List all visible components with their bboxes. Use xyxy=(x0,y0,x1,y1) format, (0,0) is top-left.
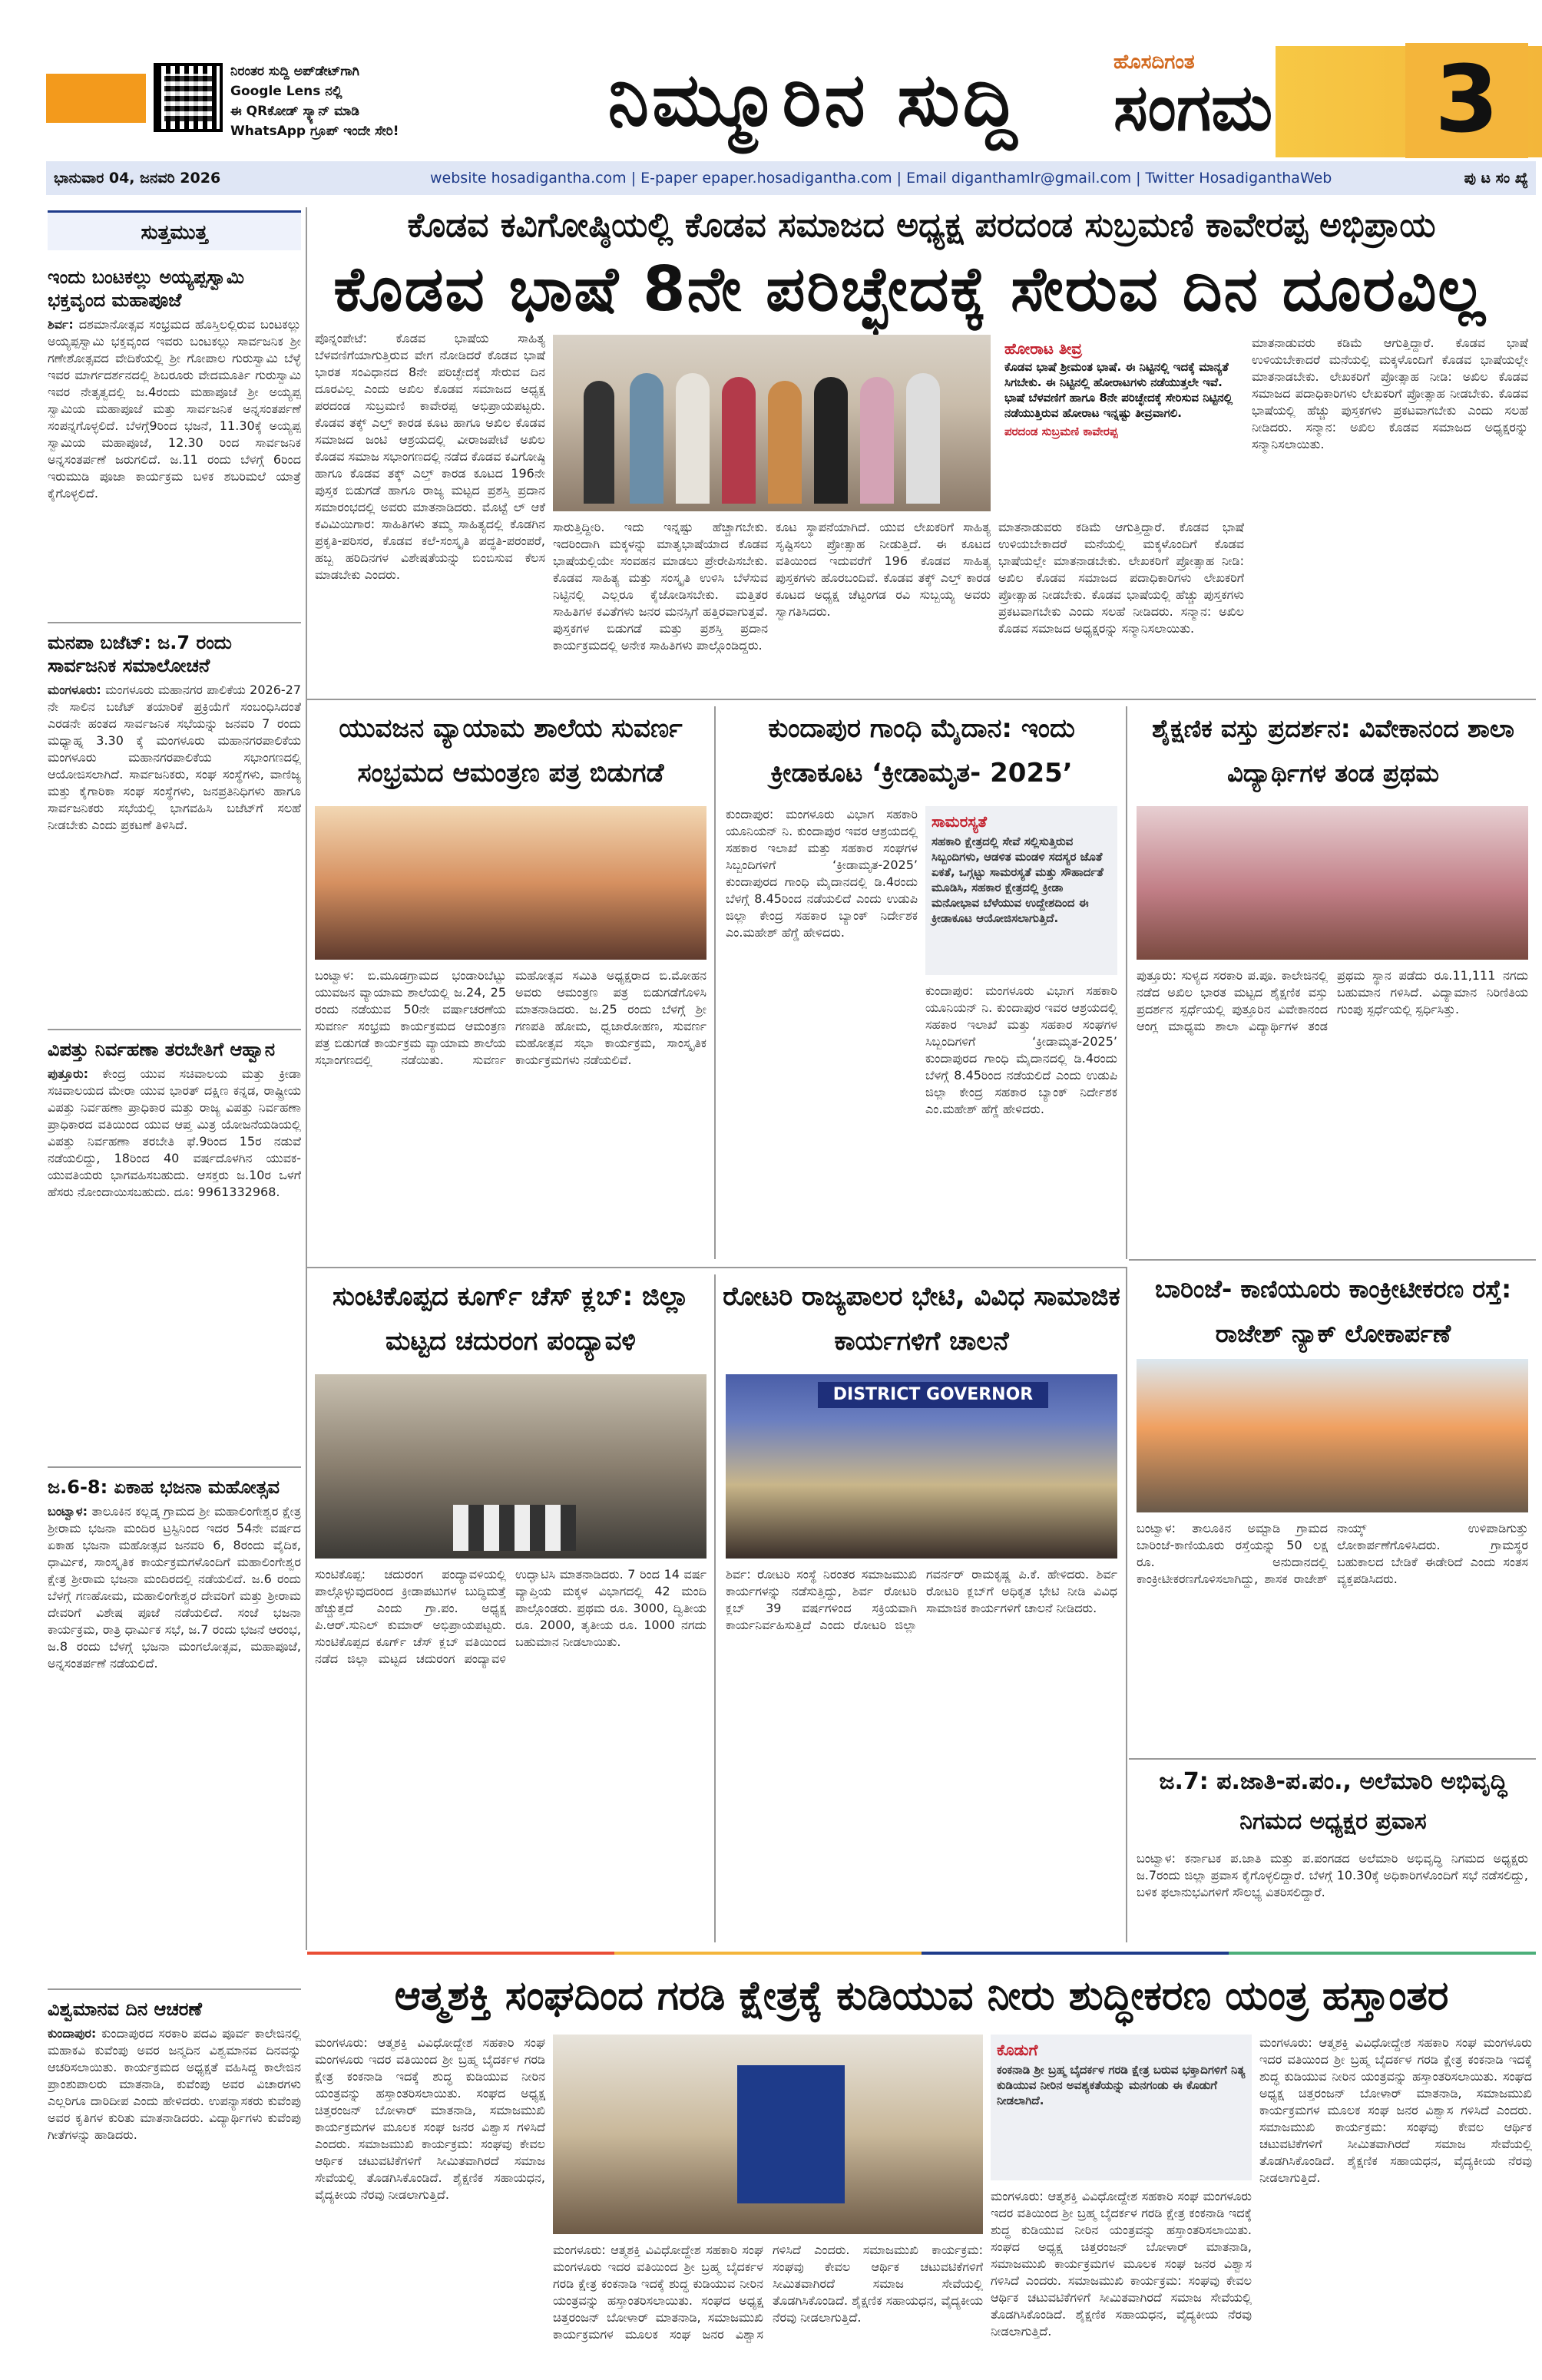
section-divider xyxy=(1129,1758,1536,1760)
story-text: ಶಿರ್ವ: ರೋಟರಿ ಸಂಸ್ಥೆ ನಿರಂತರ ಸಮಾಜಮುಖಿ ಕಾರ್ಯಗಳನ್ನು ನಡೆಸುತ್ತಿದ್ದು, ಶಿರ್ವ ರೋಟರಿ ಕ್ಲಬ್ 39 ವರ್ಷಗಳಿಂದ ಸಕ್ರಿಯವಾಗಿ ಕಾರ್ಯನಿರ್ವಹಿಸುತ್ತಿದೆ ಎಂದು ರೋಟರಿ ಜಿಲ್ಲಾ ಗವರ್ನರ್ ರಾಮಕೃಷ್ಣ ಪಿ.ಕೆ. ಹೇಳಿದರು. ಶಿರ್ವ ರೋಟರಿ ಕ್ಲಬ್‌ಗೆ ಅಧಿಕೃತ ಭೇಟಿ ನೀಡಿ ವಿವಿಧ ಸಾಮಾಜಿಕ ಕಾರ್ಯಗಳಿಗೆ ಚಾಲನೆ ನೀಡಿದರು. xyxy=(726,1567,1117,1632)
lead-kicker: ಕೊಡವ ಕವಿಗೋಷ್ಠಿಯಲ್ಲಿ ಕೊಡವ ಸಮಾಜದ ಅಧ್ಯಕ್ಷ ಪರದಂಡ ಸುಬ್ರಮಣಿ ಕಾವೇರಪ್ಪ ಅಭಿಪ್ರಾಯ xyxy=(407,206,1436,245)
photo-banner-text: DISTRICT GOVERNOR xyxy=(818,1382,1048,1408)
brief-title: ವಿಶ್ವಮಾನವ ದಿನ ಆಚರಣೆ xyxy=(48,1998,202,2020)
info-box-title: ಸಾಮರಸ್ಯತೆ xyxy=(931,812,988,831)
story-text: ಕುಂದಾಪುರ: ಮಂಗಳೂರು ವಿಭಾಗ ಸಹಕಾರಿ ಯೂನಿಯನ್ ನಿ. ಕುಂದಾಪುರ ಇವರ ಆಶ್ರಯದಲ್ಲಿ ಸಹಕಾರ ಇಲಾಖೆ ಮತ್ತು ಸಹಕಾರ ಸಂಘಗಳ ಸಿಬ್ಬಂದಿಗಳಿಗೆ ‘ಕ್ರೀಡಾಮೃತ-2025’ ಕುಂದಾಪುರದ ಗಾಂಧಿ ಮೈದಾನದಲ್ಲಿ ಡಿ.4ರಂದು ಬೆಳಗ್ಗೆ 8.45ರಿಂದ ನಡೆಯಲಿದೆ ಎಂದು ಉಡುಪಿ ಜಿಲ್ಲಾ ಕೇಂದ್ರ ಸಹಕಾರ ಬ್ಯಾಂಕ್ ನಿರ್ದೇಶಕ ಎಂ.ಮಹೇಶ್ ಹೆಗ್ಡೆ ಹೇಳಿದರು. xyxy=(726,807,918,940)
color-band xyxy=(1229,1952,1536,1955)
page-label: ಪು ಟ ಸಂ ಖ್ಯೆ xyxy=(1464,170,1528,187)
brief-item xyxy=(48,1466,301,1942)
brief-title: ಮನಪಾ ಬಜೆಟ್: ಜ.7 ರಂದು ಸಾರ್ವಜನಿಕ ಸಮಾಲೋಚನೆ xyxy=(48,632,232,676)
masthead-area xyxy=(0,0,1542,161)
brief-text: ಮಂಗಳೂರು ಮಹಾನಗರ ಪಾಲಿಕೆಯ 2026-27 ನೇ ಸಾಲಿನ ಬಜೆಟ್ ತಯಾರಿಕೆ ಪ್ರಕ್ರಿಯೆಗೆ ಸಂಬಂಧಿಸಿದಂತೆ ಎರಡನೇ ಹಂತದ ಸಾರ್ವಜನಿಕ ಸಭೆಯನ್ನು ಜನವರಿ 7 ರಂದು ಮಧ್ಯಾಹ್ನ 3.30 ಕ್ಕೆ ಮಂಗಳೂರು ಮಹಾನಗರಪಾಲಿಕೆಯ ಮಂಗಳೂರು ಮಹಾನಗರಪಾಲಿಕೆಯ ಸಭಾಂಗಣದಲ್ಲಿ ಆಯೋಜಿಸಲಾಗಿದೆ. ಸಾರ್ವಜನಿಕರು, ಸಂಘ ಸಂಸ್ಥೆಗಳು, ವಾಣಿಜ್ಯ ಮತ್ತು ಕೈಗಾರಿಕಾ ಸಂಘ ಸಂಸ್ಥೆಗಳು, ಜನಪ್ರತಿನಿಧಿಗಳು ಹಾಗೂ ಸಾರ್ವಜನಿಕರು ಸಭೆಯಲ್ಲಿ ಭಾಗವಹಿಸಿ ಬಜೆಟ್‌ಗೆ ಸಲಹೆ ನೀಡಬೇಕು ಎಂದು ಪ್ರಕಟಣೆ ತಿಳಿಸಿದೆ. xyxy=(48,683,301,832)
info-box-title: ಕೊಡುಗೆ xyxy=(997,2041,1038,2059)
story-text: ಸುಂಟಿಕೊಪ್ಪ: ಚದುರಂಗ ಪಂದ್ಯಾವಳಿಯಲ್ಲಿ ಪಾಲ್ಗೊಳ್ಳುವುದರಿಂದ ಕ್ರೀಡಾಪಟುಗಳ ಬುದ್ಧಿಮತ್ತೆ ಹೆಚ್ಚುತ್ತದೆ ಎಂದು ಗ್ರಾ.ಪಂ. ಅಧ್ಯಕ್ಷ ಪಿ.ಆರ್.ಸುನಿಲ್ ಕುಮಾರ್ ಅಭಿಪ್ರಾಯಪಟ್ಟರು. ಸುಂಟಿಕೊಪ್ಪದ ಕೂರ್ಗ್ ಚೆಸ್ ಕ್ಲಬ್ ವತಿಯಿಂದ ನಡೆದ ಜಿಲ್ಲಾ ಮಟ್ಟದ ಚದುರಂಗ ಪಂದ್ಯಾವಳಿ ಉದ್ಘಾಟಿಸಿ ಮಾತನಾಡಿದರು. 7 ರಿಂದ 14 ವರ್ಷ ವ್ಯಾಪ್ತಿಯ ಮಕ್ಕಳ ವಿಭಾಗದಲ್ಲಿ 42 ಮಂದಿ ಪಾಲ್ಗೊಂಡರು. ಪ್ರಥಮ ರೂ. 3000, ದ್ವಿತೀಯ ರೂ. 2000, ತೃತೀಯ ರೂ. 1000 ನಗದು ಬಹುಮಾನ ನೀಡಲಾಯಿತು. xyxy=(315,1567,706,1666)
story-headline: ಶೈಕ್ಷಣಿಕ ವಸ್ತು ಪ್ರದರ್ಶನ: ವಿವೇಕಾನಂದ ಶಾಲಾ ವಿದ್ಯಾರ್ಥಿಗಳ ತಂಡ ಪ್ರಥಮ xyxy=(1152,714,1514,788)
column-divider xyxy=(714,1274,716,1942)
qr-line: Google Lens ನಲ್ಲಿ xyxy=(230,84,342,99)
info-bar xyxy=(46,161,1536,195)
column-divider xyxy=(714,706,716,1259)
lead-text-col3: ಕೂಟ ಸ್ಥಾಪನೆಯಾಗಿದೆ. ಯುವ ಲೇಖಕರಿಗೆ ಸಾಹಿತ್ಯ ಸೃಷ್ಟಿಸಲು ಪ್ರೋತ್ಸಾಹ ನೀಡುತ್ತಿದೆ. ಈ ಕೂಟದ ವತಿಯಿಂದ ಇದುವರೆಗೆ 196 ಕೊಡವ ಸಾಹಿತ್ಯ ಪುಸ್ತಕಗಳು ಹೊರಬಂದಿವೆ. ಕೊಡವ ತಕ್ಕ್ ಎಲ್ತ್ ಕಾರಡ ಕೂಟದ ಅಧ್ಯಕ್ಷ ಚೆಟ್ಟಂಗಡ ರವಿ ಸುಬ್ಬಯ್ಯ ಅವರು ಸ್ವಾಗತಿಸಿದರು. xyxy=(776,520,991,619)
story-headline: ಆತ್ಮಶಕ್ತಿ ಸಂಘದಿಂದ ಗರಡಿ ಕ್ಷೇತ್ರಕ್ಕೆ ಕುಡಿಯುವ ನೀರು ಶುದ್ಧೀಕರಣ ಯಂತ್ರ ಹಸ್ತಾಂತರ xyxy=(394,1973,1449,2019)
story-photo xyxy=(1137,806,1528,960)
column-divider xyxy=(1126,1267,1127,1942)
brief-title: ವಿಪತ್ತು ನಿರ್ವಹಣಾ ತರಬೇತಿಗೆ ಆಹ್ವಾನ xyxy=(48,1039,276,1060)
pull-quote-title: ಹೋರಾಟ ತೀವ್ರ xyxy=(1004,339,1082,358)
page-number: 3 xyxy=(1405,43,1528,158)
dateline: ಕುಂದಾಪುರ: xyxy=(48,2026,97,2041)
lead-headline: ಕೊಡವ ಭಾಷೆ 8ನೇ ಪರಿಚ್ಛೇದಕ್ಕೆ ಸೇರುವ ದಿನ ದೂರವಿಲ್ಲ xyxy=(333,253,1487,325)
qr-line: ಈ QRಕೋಡ್ ಸ್ಕ್ಯಾನ್ ಮಾಡಿ xyxy=(230,104,359,119)
story-photo xyxy=(553,2035,983,2234)
orange-strip xyxy=(46,74,146,123)
story-headline: ಸುಂಟಿಕೊಪ್ಪದ ಕೂರ್ಗ್ ಚೆಸ್ ಕ್ಲಬ್: ಜಿಲ್ಲಾ ಮಟ್ಟದ ಚದುರಂಗ ಪಂದ್ಯಾವಳಿ xyxy=(333,1281,689,1357)
story-photo xyxy=(726,1374,1117,1559)
qr-code[interactable] xyxy=(154,63,223,132)
story-photo xyxy=(1137,1359,1528,1512)
qr-instructions xyxy=(230,61,522,141)
brief-title: ಜ.6-8: ಏಕಾಹ ಭಜನಾ ಮಹೋತ್ಸವ xyxy=(48,1476,280,1498)
story-text: ಮಂಗಳೂರು: ಆತ್ಮಶಕ್ತಿ ವಿವಿಧೋದ್ದೇಶ ಸಹಕಾರಿ ಸಂಘ ಮಂಗಳೂರು ಇದರ ವತಿಯಿಂದ ಶ್ರೀ ಬ್ರಹ್ಮ ಬೈದರ್ಕಳ ಗರಡಿ ಕ್ಷೇತ್ರ ಕಂಕನಾಡಿ ಇದಕ್ಕೆ ಶುದ್ಧ ಕುಡಿಯುವ ನೀರಿನ ಯಂತ್ರವನ್ನು ಹಸ್ತಾಂತರಿಸಲಾಯಿತು. ಸಂಘದ ಅಧ್ಯಕ್ಷ ಚಿತ್ತರಂಜನ್ ಬೋಳಾರ್ ಮಾತನಾಡಿ, ಸಮಾಜಮುಖಿ ಕಾರ್ಯಕ್ರಮಗಳ ಮೂಲಕ ಸಂಘ ಜನರ ವಿಶ್ವಾಸ ಗಳಿಸಿದೆ ಎಂದರು. ಸಮಾಜಮುಖಿ ಕಾರ್ಯಕ್ರಮ: ಸಂಘವು ಕೇವಲ ಆರ್ಥಿಕ ಚಟುವಟಿಕೆಗಳಿಗೆ ಸೀಮಿತವಾಗಿರದೆ ಸಮಾಜ ಸೇವೆಯಲ್ಲಿ ತೊಡಗಿಸಿಕೊಂಡಿದೆ. ಶೈಕ್ಷಣಿಕ ಸಹಾಯಧನ, ವೈದ್ಯಕೀಯ ನೆರವು ನೀಡಲಾಗುತ್ತಿದೆ. xyxy=(991,2189,1252,2339)
color-band xyxy=(614,1952,922,1955)
section-divider xyxy=(1129,1259,1536,1261)
left-column xyxy=(48,261,301,1950)
brief-item xyxy=(48,261,301,622)
brief-text: ತಾಲೂಕಿನ ಕಲ್ಲಡ್ಕ ಗ್ರಾಮದ ಶ್ರೀ ಮಹಾಲಿಂಗೇಶ್ವರ ಕ್ಷೇತ್ರ ಶ್ರೀರಾಮ ಭಜನಾ ಮಂದಿರ ಟ್ರಸ್ಟಿನಿಂದ ಇದರ 54ನೇ ವರ್ಷದ ಏಕಾಹ ಭಜನಾ ಮಹೋತ್ಸವ ಜನವರಿ 6, 8ರಂದು ವೈದಿಕ, ಧಾರ್ಮಿಕ, ಸಾಂಸ್ಕೃತಿಕ ಕಾರ್ಯಕ್ರಮಗಳೊಂದಿಗೆ ಮಹಾಲಿಂಗೇಶ್ವರ ಕ್ಷೇತ್ರ ಶ್ರೀರಾಮ ಭಜನಾ ಮಂದಿರದಲ್ಲಿ ನಡೆಯಲಿದೆ. ಜ.6 ರಂದು ಬೆಳಗ್ಗೆ ಗಣಹೋಮ, ಮಹಾಲಿಂಗೇಶ್ವರ ದೇವರಿಗೆ ಮತ್ತು ಶ್ರೀರಾಮ ದೇವರಿಗೆ ವಿಶೇಷ ಪೂಜೆ ನಡೆಯಲಿದೆ. ಸಂಜೆ ಭಜನಾ ಕಾರ್ಯಕ್ರಮ, ರಾತ್ರಿ ಧಾರ್ಮಿಕ ಸಭೆ, ಜ.7 ರಂದು ಭಜನೆ ಆರಂಭ, ಜ.8 ರಂದು ಬೆಳಗ್ಗೆ ಭಜನಾ ಮಂಗಲೋತ್ಸವ, ಮಹಾಪೂಜೆ, ಅನ್ನಸಂತರ್ಪಣೆ ನಡೆಯಲಿದೆ. xyxy=(48,1504,301,1671)
dateline: ಪುತ್ತೂರು: xyxy=(48,1066,89,1081)
brief-text: ದಶಮಾನೋತ್ಸವ ಸಂಭ್ರಮದ ಹೊಸ್ತಿಲಲ್ಲಿರುವ ಬಂಟಕಲ್ಲು ಅಯ್ಯಪ್ಪಸ್ವಾಮಿ ಭಕ್ತವೃಂದ ಇವರು ಬಂಟಕಲ್ಲು ಸಾರ್ವಜನಿಕ ಶ್ರೀ ಗಣೇಶೋತ್ಸವದ ವೇದಿಕೆಯಲ್ಲಿ ಶ್ರೀ ಗೋಪಾಲ ಗುರುಸ್ವಾಮಿ ಬೆಳ್ಳೆ ಇವರ ಮಾರ್ಗದರ್ಶನದಲ್ಲಿ ಶಿಬರೂರು ವೇದಮೂರ್ತಿ ಗುರುಸ್ವಾಮಿ ಇವರ ನೇತೃತ್ವದಲ್ಲಿ ಜ.4ರಂದು ಮಹಾಪೂಜೆ ಶ್ರೀ ಅಯ್ಯಪ್ಪ ಸ್ವಾಮಿಯ ಮಹಾಪೂಜೆ ಮತ್ತು ಸಾರ್ವಜನಿಕ ಅನ್ನಸಂತರ್ಪಣೆ ಸಂಪನ್ನಗೊಳ್ಳಲಿದೆ. ಬೆಳಗ್ಗೆ9ರಿಂದ ಭಜನೆ, 11.30ಕ್ಕೆ ಅಯ್ಯಪ್ಪ ಸ್ವಾಮಿಯ ಮಹಾಪೂಜೆ, 12.30 ರಿಂದ ಸಾರ್ವಜನಿಕ ಅನ್ನಸಂತರ್ಪಣೆ ಜರುಗಲಿದೆ. ಜ.11 ರಂದು ಬೆಳಗ್ಗೆ 6ರಿಂದ ಇರುಮುಡಿ ಪೂಜಾ ಕಾರ್ಯಕ್ರಮ ಬಳಿಕ ಶಬರಿಮಲೆ ಯಾತ್ರೆ ಕೈಗೊಳ್ಳಲಿದೆ. xyxy=(48,317,301,501)
brief-item xyxy=(48,1988,301,2372)
lead-text-col4a: ಮಾತನಾಡುವರು ಕಡಿಮೆ ಆಗುತ್ತಿದ್ದಾರೆ. ಕೊಡವ ಭಾಷೆ ಉಳಿಯಬೇಕಾದರೆ ಮನೆಯಲ್ಲಿ ಮಕ್ಕಳೊಂದಿಗೆ ಕೊಡವ ಭಾಷೆಯಲ್ಲೇ ಮಾತನಾಡಬೇಕು. ಲೇಖಕರಿಗೆ ಪ್ರೋತ್ಸಾಹ ನೀಡಿ: ಅಖಿಲ ಕೊಡವ ಸಮಾಜದ ಪದಾಧಿಕಾರಿಗಳು ಲೇಖಕರಿಗೆ ಪ್ರೋತ್ಸಾಹ ನೀಡಬೇಕು. ಕೊಡವ ಭಾಷೆಯಲ್ಲಿ ಹೆಚ್ಚು ಪುಸ್ತಕಗಳು ಪ್ರಕಟವಾಗಬೇಕು ಎಂದು ಸಲಹೆ ನೀಡಿದರು. ಸನ್ಮಾನ: ಅಖಿಲ ಕೊಡವ ಸಮಾಜದ ಅಧ್ಯಕ್ಷರನ್ನು ಸನ್ಮಾನಿಸಲಾಯಿತು. xyxy=(998,520,1244,636)
info-box xyxy=(925,806,1117,975)
left-column-header: ಸುತ್ತಮುತ್ತ xyxy=(48,210,301,250)
brief-text: ಕುಂದಾಪುರದ ಸರಕಾರಿ ಪದವಿ ಪೂರ್ವ ಕಾಲೇಜಿನಲ್ಲಿ ಮಹಾಕವಿ ಕುವೆಂಪು ಅವರ ಜನ್ಮದಿನ ವಿಶ್ವಮಾನವ ದಿನವನ್ನು ಆಚರಿಸಲಾಯಿತು. ಕಾರ್ಯಕ್ರಮದ ಅಧ್ಯಕ್ಷತೆ ವಹಿಸಿದ್ದ ಕಾಲೇಜಿನ ಪ್ರಾಂಶುಪಾಲರು ಮಾತನಾಡಿ, ಕುವೆಂಪು ಅವರ ವಿಚಾರಗಳು ಎಲ್ಲರಿಗೂ ದಾರಿದೀಪ ಎಂದು ಹೇಳಿದರು. ಉಪನ್ಯಾಸಕರು ಕುವೆಂಪು ಅವರ ಕೃತಿಗಳ ಕುರಿತು ಮಾತನಾಡಿದರು. ವಿದ್ಯಾರ್ಥಿಗಳು ಕುವೆಂಪು ಗೀತೆಗಳನ್ನು ಹಾಡಿದರು. xyxy=(48,2026,301,2142)
dateline: ಶಿರ್ವ: xyxy=(48,317,74,332)
lead-text-col2: ಸಾರುತ್ತಿದ್ದೀರಿ. ಇದು ಇನ್ನಷ್ಟು ಹೆಚ್ಚಾಗಬೇಕು. ಇದರಿಂದಾಗಿ ಮಕ್ಕಳನ್ನು ಮಾತೃಭಾಷೆಯಾದ ಕೊಡವ ಭಾಷೆಯಲ್ಲಿಯೇ ಸಂವಹನ ಮಾಡಲು ಪ್ರೇರೇಪಿಸಬೇಕು. ಕೊಡವ ಸಾಹಿತ್ಯ ಮತ್ತು ಸಂಸ್ಕೃತಿ ಉಳಿಸಿ ಬೆಳೆಸುವ ನಿಟ್ಟಿನಲ್ಲಿ ಎಲ್ಲರೂ ಕೈಜೋಡಿಸಬೇಕು. ಮತ್ತಿತರ ಸಾಹಿತಿಗಳ ಕವಿತೆಗಳು ಜನರ ಮನಸ್ಸಿಗೆ ಹತ್ತಿರವಾಗುತ್ತವೆ. ಪುಸ್ತಕಗಳ ಬಿಡುಗಡೆ ಮತ್ತು ಪ್ರಶಸ್ತಿ ಪ್ರದಾನ ಕಾರ್ಯಕ್ರಮದಲ್ಲಿ ಅನೇಕ ಸಾಹಿತಿಗಳು ಪಾಲ್ಗೊಂಡಿದ್ದರು. xyxy=(553,520,768,653)
story-photo xyxy=(315,806,706,960)
pull-quote-text: ಕೊಡವ ಭಾಷೆ ಶ್ರೀಮಂತ ಭಾಷೆ. ಈ ನಿಟ್ಟಿನಲ್ಲಿ ಇದಕ್ಕೆ ಮಾನ್ಯತೆ ಸಿಗಬೇಕು. ಈ ನಿಟ್ಟಿನಲ್ಲಿ ಹೋರಾಟಗಳು ನಡೆಯುತ್ತಲೇ ಇವೆ. ಭಾಷೆ ಬೆಳವಣಿಗೆ ಹಾಗೂ 8ನೇ ಪರಿಚ್ಛೇದಕ್ಕೆ ಸೇರಿಸುವ ನಿಟ್ಟಿನಲ್ಲಿ ನಡೆಯುತ್ತಿರುವ ಹೋರಾಟ ಇನ್ನಷ್ಟು ತೀವ್ರವಾಗಲಿ. xyxy=(1004,360,1233,420)
qr-line: ನಿರಂತರ ಸುದ್ದಿ ಅಪ್‌ಡೇಟ್‌ಗಾಗಿ xyxy=(230,64,359,79)
story-text: ಮಂಗಳೂರು: ಆತ್ಮಶಕ್ತಿ ವಿವಿಧೋದ್ದೇಶ ಸಹಕಾರಿ ಸಂಘ ಮಂಗಳೂರು ಇದರ ವತಿಯಿಂದ ಶ್ರೀ ಬ್ರಹ್ಮ ಬೈದರ್ಕಳ ಗರಡಿ ಕ್ಷೇತ್ರ ಕಂಕನಾಡಿ ಇದಕ್ಕೆ ಶುದ್ಧ ಕುಡಿಯುವ ನೀರಿನ ಯಂತ್ರವನ್ನು ಹಸ್ತಾಂತರಿಸಲಾಯಿತು. ಸಂಘದ ಅಧ್ಯಕ್ಷ ಚಿತ್ತರಂಜನ್ ಬೋಳಾರ್ ಮಾತನಾಡಿ, ಸಮಾಜಮುಖಿ ಕಾರ್ಯಕ್ರಮಗಳ ಮೂಲಕ ಸಂಘ ಜನರ ವಿಶ್ವಾಸ ಗಳಿಸಿದೆ ಎಂದರು. ಸಮಾಜಮುಖಿ ಕಾರ್ಯಕ್ರಮ: ಸಂಘವು ಕೇವಲ ಆರ್ಥಿಕ ಚಟುವಟಿಕೆಗಳಿಗೆ ಸೀಮಿತವಾಗಿರದೆ ಸಮಾಜ ಸೇವೆಯಲ್ಲಿ ತೊಡಗಿಸಿಕೊಂಡಿದೆ. ಶೈಕ್ಷಣಿಕ ಸಹಾಯಧನ, ವೈದ್ಯಕೀಯ ನೆರವು ನೀಡಲಾಗುತ್ತಿದೆ. xyxy=(553,2243,983,2342)
story-headline: ಬಾರಿಂಜೆ- ಕಾಣಿಯೂರು ಕಾಂಕ್ರೀಟೀಕರಣ ರಸ್ತೆ: ರಾಜೇಶ್ ನ್ಯಾಕ್ ಲೋಕಾರ್ಪಣೆ xyxy=(1154,1274,1512,1348)
brief-title: ಇಂದು ಬಂಟಕಲ್ಲು ಅಯ್ಯಪ್ಪಸ್ವಾಮಿ ಭಕ್ತವೃಂದ ಮಹಾಪೂಜೆ xyxy=(48,266,244,311)
dateline: ಬಂಟ್ವಾಳ: xyxy=(48,1504,88,1519)
column-divider xyxy=(1126,706,1127,1259)
page-title: ನಿಮ್ಮೂರಿನ ಸುದ್ದಿ xyxy=(607,57,1021,143)
pull-quote xyxy=(998,335,1244,511)
story-text: ಬಂಟ್ವಾಳ: ಬಿ.ಮೂಡಗ್ರಾಮದ ಭಂಡಾರಿಬೆಟ್ಟು ಯುವಜನ ವ್ಯಾಯಾಮ ಶಾಲೆಯಲ್ಲಿ ಜ.24, 25 ರಂದು ನಡೆಯುವ 50ನೇ ವರ್ಷಾಚರಣೆಯ ಸುವರ್ಣ ಸಂಭ್ರಮ ಕಾರ್ಯಕ್ರಮದ ಆಮಂತ್ರಣ ಪತ್ರ ಬಿಡುಗಡೆ ಕಾರ್ಯಕ್ರಮ ವ್ಯಾಯಾಮ ಶಾಲೆಯ ಸಭಾಂಗಣದಲ್ಲಿ ನಡೆಯಿತು. ಸುವರ್ಣ ಮಹೋತ್ಸವ ಸಮಿತಿ ಅಧ್ಯಕ್ಷರಾದ ಬಿ.ಮೋಹನ ಅವರು ಆಮಂತ್ರಣ ಪತ್ರ ಬಿಡುಗಡೆಗೊಳಿಸಿ ಮಾತನಾಡಿದರು. ಜ.25 ರಂದು ಬೆಳಗ್ಗೆ ಶ್ರೀ ಗಣಪತಿ ಹೋಮ, ಧ್ವಜಾರೋಹಣ, ಸುವರ್ಣ ಮಹೋತ್ಸವ ಸಭಾ ಕಾರ್ಯಕ್ರಮ, ಸಾಂಸ್ಕೃತಿಕ ಕಾರ್ಯಕ್ರಮಗಳು ನಡೆಯಲಿವೆ. xyxy=(315,968,706,1067)
story-text: ಪುತ್ತೂರು: ಸುಳ್ಯದ ಸರಕಾರಿ ಪ.ಪೂ. ಕಾಲೇಜಿನಲ್ಲಿ ನಡೆದ ಅಖಿಲ ಭಾರತ ಮಟ್ಟದ ಶೈಕ್ಷಣಿಕ ವಸ್ತು ಪ್ರದರ್ಶನ ಸ್ಪರ್ಧೆಯಲ್ಲಿ ಪುತ್ತೂರಿನ ವಿವೇಕಾನಂದ ಆಂಗ್ಲ ಮಾಧ್ಯಮ ಶಾಲಾ ವಿದ್ಯಾರ್ಥಿಗಳ ತಂಡ ಪ್ರಥಮ ಸ್ಥಾನ ಪಡೆದು ರೂ.11,111 ನಗದು ಬಹುಮಾನ ಗಳಿಸಿದೆ. ವಿದ್ಯಾಮಾನ ನಿರಿಣಿತಿಯ ಗುಂಪು ಸ್ಪರ್ಧೆಯಲ್ಲಿ ಸ್ಪರ್ಧಿಸಿತ್ತು. xyxy=(1137,968,1528,1033)
column-divider xyxy=(306,207,307,1950)
issue-date: ಭಾನುವಾರ 04, ಜನವರಿ 2026 xyxy=(54,170,221,187)
story-photo xyxy=(315,1374,706,1559)
section-divider xyxy=(307,699,1536,700)
brief-item xyxy=(48,622,301,1029)
story-text: ಮಂಗಳೂರು: ಆತ್ಮಶಕ್ತಿ ವಿವಿಧೋದ್ದೇಶ ಸಹಕಾರಿ ಸಂಘ ಮಂಗಳೂರು ಇದರ ವತಿಯಿಂದ ಶ್ರೀ ಬ್ರಹ್ಮ ಬೈದರ್ಕಳ ಗರಡಿ ಕ್ಷೇತ್ರ ಕಂಕನಾಡಿ ಇದಕ್ಕೆ ಶುದ್ಧ ಕುಡಿಯುವ ನೀರಿನ ಯಂತ್ರವನ್ನು ಹಸ್ತಾಂತರಿಸಲಾಯಿತು. ಸಂಘದ ಅಧ್ಯಕ್ಷ ಚಿತ್ತರಂಜನ್ ಬೋಳಾರ್ ಮಾತನಾಡಿ, ಸಮಾಜಮುಖಿ ಕಾರ್ಯಕ್ರಮಗಳ ಮೂಲಕ ಸಂಘ ಜನರ ವಿಶ್ವಾಸ ಗಳಿಸಿದೆ ಎಂದರು. ಸಮಾಜಮುಖಿ ಕಾರ್ಯಕ್ರಮ: ಸಂಘವು ಕೇವಲ ಆರ್ಥಿಕ ಚಟುವಟಿಕೆಗಳಿಗೆ ಸೀಮಿತವಾಗಿರದೆ ಸಮಾಜ ಸೇವೆಯಲ್ಲಿ ತೊಡಗಿಸಿಕೊಂಡಿದೆ. ಶೈಕ್ಷಣಿಕ ಸಹಾಯಧನ, ವೈದ್ಯಕೀಯ ನೆರವು ನೀಡಲಾಗುತ್ತಿದೆ. xyxy=(315,2035,545,2202)
story-text: ಬಂಟ್ವಾಳ: ತಾಲೂಕಿನ ಅಮ್ಟಾಡಿ ಗ್ರಾಮದ ಬಾರಿಂಜೆ-ಕಾಣಿಯೂರು ರಸ್ತೆಯನ್ನು 50 ಲಕ್ಷ ರೂ. ಅನುದಾನದಲ್ಲಿ ಕಾಂಕ್ರೀಟೀಕರಣಗೊಳಿಸಲಾಗಿದ್ದು, ಶಾಸಕ ರಾಜೇಶ್ ನಾಯ್ಕ್ ಉಳಿಪಾಡಿಗುತ್ತು ಲೋಕಾರ್ಪಣೆಗೊಳಿಸಿದರು. ಗ್ರಾಮಸ್ಥರ ಬಹುಕಾಲದ ಬೇಡಿಕೆ ಈಡೇರಿದೆ ಎಂದು ಸಂತಸ ವ್ಯಕ್ತಪಡಿಸಿದರು. xyxy=(1137,1521,1528,1586)
color-band xyxy=(922,1952,1229,1955)
lead-text-col4b: ಮಾತನಾಡುವರು ಕಡಿಮೆ ಆಗುತ್ತಿದ್ದಾರೆ. ಕೊಡವ ಭಾಷೆ ಉಳಿಯಬೇಕಾದರೆ ಮನೆಯಲ್ಲಿ ಮಕ್ಕಳೊಂದಿಗೆ ಕೊಡವ ಭಾಷೆಯಲ್ಲೇ ಮಾತನಾಡಬೇಕು. ಲೇಖಕರಿಗೆ ಪ್ರೋತ್ಸಾಹ ನೀಡಿ: ಅಖಿಲ ಕೊಡವ ಸಮಾಜದ ಪದಾಧಿಕಾರಿಗಳು ಲೇಖಕರಿಗೆ ಪ್ರೋತ್ಸಾಹ ನೀಡಬೇಕು. ಕೊಡವ ಭಾಷೆಯಲ್ಲಿ ಹೆಚ್ಚು ಪುಸ್ತಕಗಳು ಪ್ರಕಟವಾಗಬೇಕು ಎಂದು ಸಲಹೆ ನೀಡಿದರು. ಸನ್ಮಾನ: ಅಖಿಲ ಕೊಡವ ಸಮಾಜದ ಅಧ್ಯಕ್ಷರನ್ನು ಸನ್ಮಾನಿಸಲಾಯಿತು. xyxy=(1252,336,1528,451)
lead-text-col1: ಪೊನ್ನಂಪೇಟೆ: ಕೊಡವ ಭಾಷೆಯ ಸಾಹಿತ್ಯ ಬೆಳವಣಿಗೆಯಾಗುತ್ತಿರುವ ವೇಗ ನೋಡಿದರೆ ಕೊಡವ ಭಾಷೆ ಭಾರತ ಸಂವಿಧಾನದ 8ನೇ ಪರಿಚ್ಛೇದಕ್ಕೆ ಸೇರುವ ದಿನ ದೂರವಿಲ್ಲ ಎಂದು ಅಖಿಲ ಕೊಡವ ಸಮಾಜದ ಅಧ್ಯಕ್ಷ ಪರದಂಡ ಸುಬ್ರಮಣಿ ಕಾವೇರಪ್ಪ ಅಭಿಪ್ರಾಯಪಟ್ಟರು. ಕೊಡವ ತಕ್ಕ್ ಎಲ್ತ್ ಕಾರಡ ಕೂಟ ಹಾಗೂ ಅಖಿಲ ಕೊಡವ ಸಮಾಜದ ಜಂಟಿ ಆಶ್ರಯದಲ್ಲಿ ವೀರಾಜಪೇಟೆ ಅಖಿಲ ಕೊಡವ ಸಮಾಜ ಸಭಾಂಗಣದಲ್ಲಿ ನಡೆದ ಕೊಡವ ಕವಿಗೋಷ್ಠಿ ಹಾಗೂ ಕೊಡವ ತಕ್ಕ್ ಎಲ್ತ್ ಕಾರಡ ಕೂಟದ 196ನೇ ಪುಸ್ತಕ ಬಿಡುಗಡೆ ಹಾಗೂ ರಾಜ್ಯ ಮಟ್ಟದ ಪ್ರಶಸ್ತಿ ಪ್ರದಾನ ಸಮಾರಂಭದಲ್ಲಿ ಅವರು ಮಾತನಾಡಿದರು. ಮೊಟ್ಟೆ ಲ್ ಆಕೆ ಕವಿಮಿಯಿಗಾರ: ಸಾಹಿತಿಗಳು ತಮ್ಮ ಸಾಹಿತ್ಯದಲ್ಲಿ ಕೊಡಗಿನ ಪ್ರಕೃತಿ-ಪರಿಸರ, ಕೊಡವ ಕಲೆ-ಸಂಸ್ಕೃತಿ ಪದ್ಧತಿ-ಪರಂಪರೆ, ಹಬ್ಬ ಹರಿದಿನಗಳ ವಿಶೇಷತೆಯನ್ನು ಬಿಂಬಿಸುವ ಕೆಲಸ ಮಾಡಬೇಕು ಎಂದರು. xyxy=(315,331,545,582)
info-box xyxy=(991,2035,1252,2180)
brand-logo: ಹೊಸದಿಗಂತ xyxy=(1113,51,1195,74)
info-box-text: ಕಂಕನಾಡಿ ಶ್ರೀ ಬ್ರಹ್ಮ ಬೈದರ್ಕಳ ಗರಡಿ ಕ್ಷೇತ್ರ ಬರುವ ಭಕ್ತಾದಿಗಳಿಗೆ ನಿತ್ಯ ಕುಡಿಯುವ ನೀರಿನ ಅವಶ್ಯಕತೆಯನ್ನು ಮನಗಂಡು ಈ ಕೊಡುಗೆ ನೀಡಲಾಗಿದೆ. xyxy=(997,2063,1246,2107)
story-headline: ಜ.7: ಪ.ಜಾತಿ-ಪ.ಪಂ., ಅಲೆಮಾರಿ ಅಭಿವೃದ್ಧಿ ನಿಗಮದ ಅಧ್ಯಕ್ಷರ ಪ್ರವಾಸ xyxy=(1159,1768,1507,1835)
story-headline: ಕುಂದಾಪುರ ಗಾಂಧಿ ಮೈದಾನ: ಇಂದು ಕ್ರೀಡಾಕೂಟ ‘ಕ್ರೀಡಾಮೃತ- 2025’ xyxy=(768,713,1075,788)
contact-links[interactable]: website hosadigantha.com | E-paper epaper.hosadigantha.com | Email diganthamlr@gmail.com | Twitter HosadiganthaWeb xyxy=(430,170,1332,187)
color-band xyxy=(307,1952,614,1955)
brief-item xyxy=(48,1029,301,1466)
story-headline: ರೋಟರಿ ರಾಜ್ಯಪಾಲರ ಭೇಟಿ, ವಿವಿಧ ಸಾಮಾಜಿಕ ಕಾರ್ಯಗಳಿಗೆ ಚಾಲನೆ xyxy=(723,1281,1120,1357)
dateline: ಮಂಗಳೂರು: xyxy=(48,683,101,697)
story-text: ಕುಂದಾಪುರ: ಮಂಗಳೂರು ವಿಭಾಗ ಸಹಕಾರಿ ಯೂನಿಯನ್ ನಿ. ಕುಂದಾಪುರ ಇವರ ಆಶ್ರಯದಲ್ಲಿ ಸಹಕಾರ ಇಲಾಖೆ ಮತ್ತು ಸಹಕಾರ ಸಂಘಗಳ ಸಿಬ್ಬಂದಿಗಳಿಗೆ ‘ಕ್ರೀಡಾಮೃತ-2025’ ಕುಂದಾಪುರದ ಗಾಂಧಿ ಮೈದಾನದಲ್ಲಿ ಡಿ.4ರಂದು ಬೆಳಗ್ಗೆ 8.45ರಿಂದ ನಡೆಯಲಿದೆ ಎಂದು ಉಡುಪಿ ಜಿಲ್ಲಾ ಕೇಂದ್ರ ಸಹಕಾರ ಬ್ಯಾಂಕ್ ನಿರ್ದೇಶಕ ಎಂ.ಮಹೇಶ್ ಹೆಗ್ಡೆ ಹೇಳಿದರು. xyxy=(925,983,1117,1116)
info-box-text: ಸಹಕಾರಿ ಕ್ಷೇತ್ರದಲ್ಲಿ ಸೇವೆ ಸಲ್ಲಿಸುತ್ತಿರುವ ಸಿಬ್ಬಂದಿಗಳು, ಆಡಳಿತ ಮಂಡಳಿ ಸದಸ್ಯರ ಜೊತೆ ಏಕತೆ, ಒಗ್ಗಟ್ಟು ಸಾಮರಸ್ಯತೆ ಮತ್ತು ಸೌಹಾರ್ದತೆ ಮೂಡಿಸಿ, ಸಹಕಾರ ಕ್ಷೇತ್ರದಲ್ಲಿ ಕ್ರೀಡಾ ಮನೋಭಾವ ಬೆಳೆಯುವ ಉದ್ದೇಶದಿಂದ ಈ ಕ್ರೀಡಾಕೂಟ ಆಯೋಜಿಸಲಾಗುತ್ತಿದೆ. xyxy=(931,835,1104,925)
section-title: ಸಂಗಮ xyxy=(1113,70,1273,145)
brief-text: ಕೇಂದ್ರ ಯುವ ಸಚಿವಾಲಯ ಮತ್ತು ಕ್ರೀಡಾ ಸಚಿವಾಲಯದ ಮೇರಾ ಯುವ ಭಾರತ್ ದಕ್ಷಿಣ ಕನ್ನಡ, ರಾಷ್ಟ್ರೀಯ ವಿಪತ್ತು ನಿರ್ವಹಣಾ ಪ್ರಾಧಿಕಾರ ಮತ್ತು ರಾಜ್ಯ ವಿಪತ್ತು ನಿರ್ವಹಣಾ ಪ್ರಾಧಿಕಾರದ ವತಿಯಿಂದ ಯುವ ಆಪ್ತ ಮಿತ್ರ ಯೋಜನೆಯಡಿಯಲ್ಲಿ ವಿಪತ್ತು ನಿರ್ವಹಣಾ ತರಬೇತಿ ಫೆ.9ರಿಂದ 15ರ ನಡುವೆ ನಡೆಯಲಿದ್ದು, 18ರಿಂದ 40 ವರ್ಷದೊಳಗಿನ ಯುವಕ-ಯುವತಿಯರು ಭಾಗವಹಿಸಬಹುದು. ಆಸಕ್ತರು ಜ.10ರ ಒಳಗೆ ಹೆಸರು ನೋಂದಾಯಿಸಬಹುದು. ದೂ: 9961332968. xyxy=(48,1066,301,1199)
story-text: ಮಂಗಳೂರು: ಆತ್ಮಶಕ್ತಿ ವಿವಿಧೋದ್ದೇಶ ಸಹಕಾರಿ ಸಂಘ ಮಂಗಳೂರು ಇದರ ವತಿಯಿಂದ ಶ್ರೀ ಬ್ರಹ್ಮ ಬೈದರ್ಕಳ ಗರಡಿ ಕ್ಷೇತ್ರ ಕಂಕನಾಡಿ ಇದಕ್ಕೆ ಶುದ್ಧ ಕುಡಿಯುವ ನೀರಿನ ಯಂತ್ರವನ್ನು ಹಸ್ತಾಂತರಿಸಲಾಯಿತು. ಸಂಘದ ಅಧ್ಯಕ್ಷ ಚಿತ್ತರಂಜನ್ ಬೋಳಾರ್ ಮಾತನಾಡಿ, ಸಮಾಜಮುಖಿ ಕಾರ್ಯಕ್ರಮಗಳ ಮೂಲಕ ಸಂಘ ಜನರ ವಿಶ್ವಾಸ ಗಳಿಸಿದೆ ಎಂದರು. ಸಮಾಜಮುಖಿ ಕಾರ್ಯಕ್ರಮ: ಸಂಘವು ಕೇವಲ ಆರ್ಥಿಕ ಚಟುವಟಿಕೆಗಳಿಗೆ ಸೀಮಿತವಾಗಿರದೆ ಸಮಾಜ ಸೇವೆಯಲ್ಲಿ ತೊಡಗಿಸಿಕೊಂಡಿದೆ. ಶೈಕ್ಷಣಿಕ ಸಹಾಯಧನ, ವೈದ್ಯಕೀಯ ನೆರವು ನೀಡಲಾಗುತ್ತಿದೆ. xyxy=(1259,2035,1532,2185)
story-text: ಬಂಟ್ವಾಳ: ಕರ್ನಾಟಕ ಪ.ಜಾತಿ ಮತ್ತು ಪ.ಪಂಗಡದ ಅಲೆಮಾರಿ ಅಭಿವೃದ್ಧಿ ನಿಗಮದ ಅಧ್ಯಕ್ಷರು ಜ.7ರಂದು ಜಿಲ್ಲಾ ಪ್ರವಾಸ ಕೈಗೊಳ್ಳಲಿದ್ದಾರೆ. ಬೆಳಗ್ಗೆ 10.30ಕ್ಕೆ ಅಧಿಕಾರಿಗಳೊಂದಿಗೆ ಸಭೆ ನಡೆಸಲಿದ್ದು, ಬಳಿಕ ಫಲಾನುಭವಿಗಳಿಗೆ ಸೌಲಭ್ಯ ವಿತರಿಸಲಿದ್ದಾರೆ. xyxy=(1137,1851,1528,1899)
section-divider xyxy=(307,1267,1126,1268)
qr-line: WhatsApp ಗ್ರೂಪ್ ಇಂದೇ ಸೇರಿ! xyxy=(230,124,399,139)
story-headline: ಯುವಜನ ವ್ಯಾಯಾಮ ಶಾಲೆಯ ಸುವರ್ಣ ಸಂಭ್ರಮದ ಆಮಂತ್ರಣ ಪತ್ರ ಬಿಡುಗಡೆ xyxy=(339,713,683,788)
lead-photo xyxy=(553,335,991,511)
pull-quote-author: ಪರದಂಡ ಸುಬ್ರಮಣಿ ಕಾವೇರಪ್ಪ xyxy=(1004,425,1118,438)
